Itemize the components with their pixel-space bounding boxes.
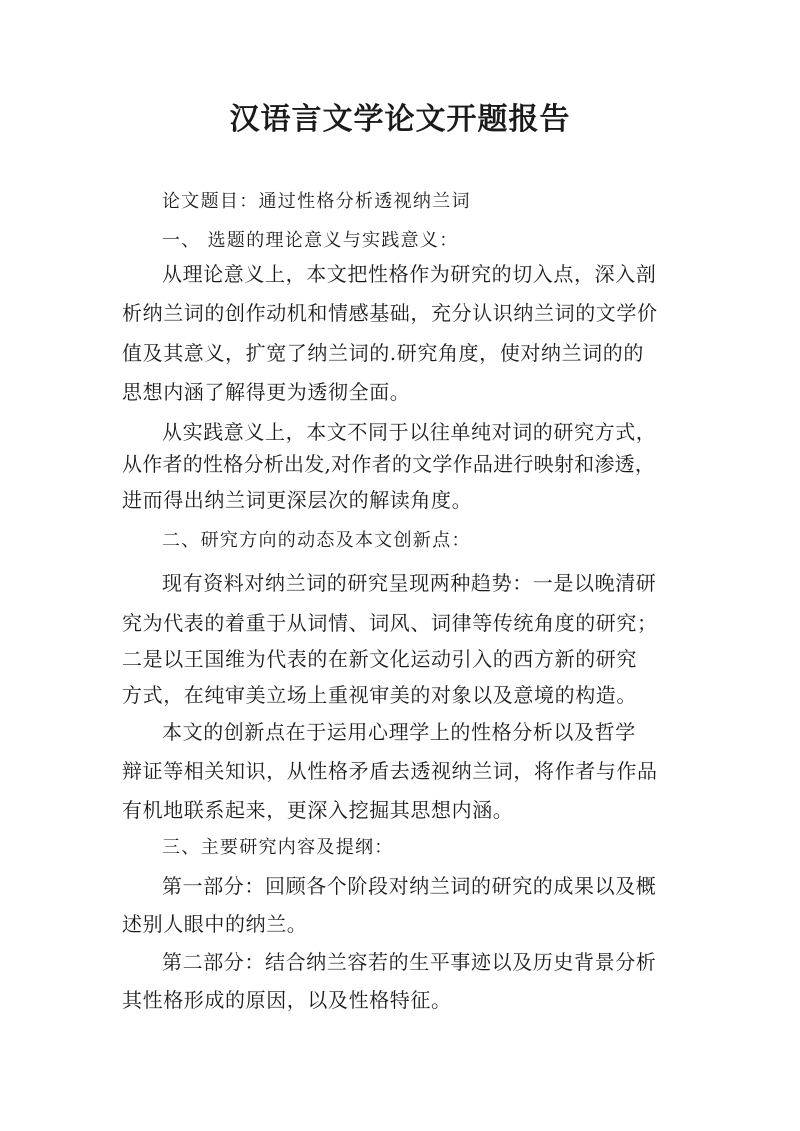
section-heading-1: 一、 选题的理论意义与实践意义： xyxy=(162,230,459,251)
document-title: 汉语言文学论文开题报告 xyxy=(229,102,571,137)
paragraph-line: 从实践意义上，本文不同于以往单纯对词的研究方式， xyxy=(162,420,657,444)
paragraph-line: 从作者的性格分析出发,对作者的文学作品进行映射和渗透， xyxy=(122,452,656,476)
paragraph-line: 现有资料对纳兰词的研究呈现两种趋势：一是以晚清研 xyxy=(162,571,657,595)
section-heading-2: 二、研究方向的动态及本文创新点： xyxy=(162,530,471,551)
paragraph-line: 二是以王国维为代表的在新文化运动引入的西方新的研究 xyxy=(122,647,637,671)
paragraph-line: 其性格形成的原因，以及性格特征。 xyxy=(122,988,452,1012)
paragraph-line: 值及其意义，扩宽了纳兰词的.研究角度，使对纳兰词的的 xyxy=(122,341,644,365)
paragraph-line: 有机地联系起来，更深入挖掘其思想内涵。 xyxy=(122,798,514,822)
paragraph-line: 究为代表的着重于从词情、词风、词律等传统角度的研究； xyxy=(122,611,658,635)
paragraph-line: 辩证等相关知识，从性格矛盾去透视纳兰词，将作者与作品 xyxy=(122,759,658,783)
paragraph-line: 第二部分：结合纳兰容若的生平事迹以及历史背景分析 xyxy=(162,950,657,974)
paragraph-line: 思想内涵了解得更为透彻全面。 xyxy=(122,380,411,404)
paragraph-line: 进而得出纳兰词更深层次的解读角度。 xyxy=(122,488,473,512)
paragraph-line: 第一部分：回顾各个阶段对纳兰词的研究的成果以及概 xyxy=(162,874,657,898)
section-heading-3: 三、主要研究内容及提纲： xyxy=(162,837,394,858)
paragraph-line: 析纳兰词的创作动机和情感基础，充分认识纳兰词的文学价 xyxy=(122,301,658,325)
paragraph-line: 从理论意义上，本文把性格作为研究的切入点，深入剖 xyxy=(162,262,657,286)
paragraph-line: 本文的创新点在于运用心理学上的性格分析以及哲学 xyxy=(162,720,636,744)
paragraph-line: 述别人眼中的纳兰。 xyxy=(122,912,308,936)
paragraph-line: 方式，在纯审美立场上重视审美的对象以及意境的构造。 xyxy=(122,683,637,707)
paper-topic-line: 论文题目：通过性格分析透视纳兰词 xyxy=(162,191,471,212)
